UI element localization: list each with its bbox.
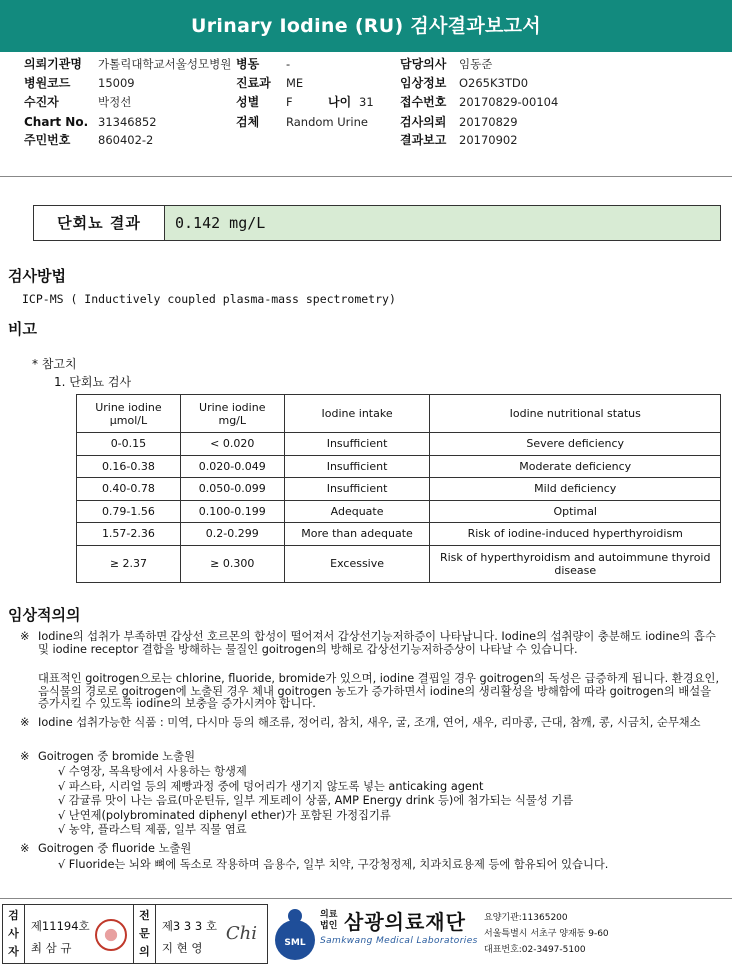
cell: Severe deficiency <box>430 433 721 456</box>
request-value: 20170829 <box>459 115 518 129</box>
header-mgl: Urine iodine mg/L <box>180 395 284 433</box>
examiner-info <box>25 905 134 963</box>
table-row <box>77 455 721 478</box>
request-label: 검사의뢰 <box>400 115 447 129</box>
clinical-para-1 <box>14 631 722 656</box>
specialist-number: 제3 3 3 호 <box>161 919 217 933</box>
cell: Insufficient <box>284 455 430 478</box>
cell: Optimal <box>430 500 721 523</box>
divider <box>0 176 732 177</box>
cell: Mild deficiency <box>430 478 721 501</box>
dept-value: ME <box>286 76 304 90</box>
dept-label: 진료과 <box>236 76 271 90</box>
reference-table <box>76 394 721 583</box>
bromide-list <box>14 766 722 837</box>
result-value: 0.142 mg/L <box>165 206 720 240</box>
remarks-heading: 비고 <box>8 320 37 338</box>
footer-divider <box>0 898 732 899</box>
cell: 0-0.15 <box>77 433 181 456</box>
cell: < 0.020 <box>180 433 284 456</box>
list-item: √ Fluoride는 뇌와 뼈에 독소로 작용하며 음용수, 일부 치약, 구강청정제, 치과치료용제 등에 함유되어 있습니다. <box>58 858 609 871</box>
doctor-value: 임동준 <box>459 57 493 71</box>
svg-text:SML: SML <box>284 938 306 948</box>
specialist-info <box>156 905 267 963</box>
sex-value: F <box>286 95 293 109</box>
footer <box>0 900 732 970</box>
ref-title: * 참고치 <box>32 357 77 371</box>
clinical-text: Goitrogen 중 fluoride 노출원 <box>38 842 192 855</box>
report-title: Urinary Iodine (RU) 검사결과보고서 <box>0 0 732 52</box>
specimen-value: Random Urine <box>286 115 368 129</box>
receipt-value: 20170829-00104 <box>459 95 559 109</box>
ward-label: 병동 <box>236 57 260 71</box>
cell: ≥ 2.37 <box>77 545 181 582</box>
list-item: √ 파스타, 시리얼 등의 제빵과정 중에 덩어리가 생기지 않도록 넣는 anticaking agent <box>58 779 484 793</box>
list-item: √ 수영장, 목욕탕에서 사용하는 항생제 <box>58 765 247 778</box>
signature-icon: Chi <box>225 923 257 944</box>
clinical-para-2 <box>14 673 722 711</box>
signature-box <box>2 904 268 964</box>
chart-value: 31346852 <box>98 115 157 129</box>
method-text: ICP-MS ( Inductively coupled plasma-mass spectrometry) <box>22 292 396 306</box>
cell: 1.57-2.36 <box>77 523 181 546</box>
table-row <box>77 433 721 456</box>
address: 서울특별시 서초구 양재동 9-60 <box>484 929 609 939</box>
sml-logo-icon <box>272 906 318 962</box>
code-value: 15009 <box>98 76 135 90</box>
age-label: 나이 <box>328 95 352 109</box>
table-header-row <box>77 395 721 433</box>
cell: Insufficient <box>284 478 430 501</box>
header-intake: Iodine intake <box>284 395 430 433</box>
specimen-label: 검체 <box>236 115 260 129</box>
clinical-para-4 <box>14 751 722 764</box>
clinical-info-label: 임상정보 <box>400 76 447 90</box>
cell: 0.050-0.099 <box>180 478 284 501</box>
examiner-label: 검 사 자 <box>3 905 25 963</box>
method-heading: 검사방법 <box>8 267 66 285</box>
header-status: Iodine nutritional status <box>430 395 721 433</box>
org-name: 삼광의료재단 <box>344 910 466 934</box>
table-row <box>77 545 721 582</box>
cell: Moderate deficiency <box>430 455 721 478</box>
clinical-heading: 임상적의의 <box>8 606 81 624</box>
cell: 0.100-0.199 <box>180 500 284 523</box>
clinical-text: Iodine 섭취가능한 식품 : 미역, 다시마 등의 해조류, 정어리, 참치, 새우, 굴, 조개, 연어, 새우, 리마콩, 근대, 참깨, 콩, 시금치, 순무채소 <box>38 716 701 729</box>
seal-stamp-icon <box>95 919 127 951</box>
table-row <box>77 523 721 546</box>
code-label: 병원코드 <box>24 76 71 90</box>
examiner-name: 최 삼 규 <box>30 941 72 955</box>
ref-subtitle: 1. 단회뇨 검사 <box>54 375 132 389</box>
cell: Excessive <box>284 545 430 582</box>
clinical-info-value: O265K3TD0 <box>459 76 529 90</box>
table-row <box>77 478 721 501</box>
examiner-number: 제11194호 <box>30 919 90 933</box>
hospital-label: 의뢰기관명 <box>24 57 82 71</box>
list-item: √ 난연제(polybrominated diphenyl ether)가 포함된 가정집기류 <box>58 808 391 822</box>
clinical-text: 대표적인 goitrogen으로는 chlorine, fluoride, bromide가 있으며, iodine 결핍일 경우 goitrogen의 독성은 급증하게 됩니다. 환경요인, 음식물의 경로로 goitrogen에 노출된 경우 체내 goitrogen 농도가 증가하면서 iodine의 생리활성을 방해함에 따라 goitrogen의 배설을 증가시킬 수 있도록 iodine의 보충을 증가시켜야 합니다. <box>38 672 720 710</box>
fluoride-list <box>14 859 722 872</box>
chart-label: Chart No. <box>24 115 89 129</box>
clinical-para-3 <box>14 717 722 730</box>
cell: ≥ 0.300 <box>180 545 284 582</box>
clinical-text: Iodine의 섭취가 부족하면 갑상선 호르몬의 합성이 떨어져서 갑상선기능저하증이 나타납니다. Iodine의 섭취량이 충분해도 iodine의 흡수 및 iodine receptor 결합을 방해하는 물질인 goitrogen의 방해로 갑상선기능저하증상이 나타날 수 있습니다. <box>38 630 716 656</box>
cell: 0.40-0.78 <box>77 478 181 501</box>
cell: 0.16-0.38 <box>77 455 181 478</box>
examinee-value: 박정선 <box>98 95 132 109</box>
clinical-text: Goitrogen 중 bromide 노출원 <box>38 750 195 763</box>
doctor-label: 담당의사 <box>400 57 447 71</box>
phone: 대표번호:02-3497-5100 <box>484 945 586 955</box>
org-type: 의료법인 <box>320 910 338 931</box>
ward-value: - <box>286 57 291 71</box>
report-date-value: 20170902 <box>459 133 518 147</box>
receipt-label: 접수번호 <box>400 95 447 109</box>
table-row <box>77 500 721 523</box>
clinical-para-5 <box>14 843 722 856</box>
contact-info <box>484 910 609 958</box>
institution-code: 요양기관:11365200 <box>484 913 568 923</box>
cell: 0.79-1.56 <box>77 500 181 523</box>
cell: 0.020-0.049 <box>180 455 284 478</box>
id-label: 주민번호 <box>24 133 71 147</box>
specialist-label: 전 문 의 <box>134 905 156 963</box>
cell: Risk of iodine-induced hyperthyroidism <box>430 523 721 546</box>
result-label: 단회뇨 결과 <box>34 206 165 240</box>
examinee-label: 수진자 <box>24 95 59 109</box>
report-date-label: 결과보고 <box>400 133 447 147</box>
sex-label: 성별 <box>236 95 260 109</box>
header-umol: Urine iodine μmol/L <box>77 395 181 433</box>
list-item: √ 농약, 플라스틱 제품, 일부 직물 염료 <box>58 823 247 836</box>
note-symbol: ※ <box>20 630 30 643</box>
cell: More than adequate <box>284 523 430 546</box>
note-symbol: ※ <box>20 842 30 855</box>
hospital-value: 가톨릭대학교서울성모병원 <box>98 57 232 71</box>
cell: 0.2-0.299 <box>180 523 284 546</box>
cell: Adequate <box>284 500 430 523</box>
cell: Risk of hyperthyroidism and autoimmune thyroid disease <box>430 545 721 582</box>
result-box <box>33 205 721 241</box>
age-value: 31 <box>359 95 374 109</box>
list-item: √ 감귤류 맛이 나는 음료(마운틴듀, 일부 게토레이 상품, AMP Energy drink 등)에 첨가되는 식물성 기름 <box>58 794 574 807</box>
org-english-name: Samkwang Medical Laboratories <box>320 936 478 946</box>
note-symbol: ※ <box>20 716 30 729</box>
id-value: 860402-2 <box>98 133 154 147</box>
cell: Insufficient <box>284 433 430 456</box>
specialist-name: 지 현 영 <box>161 941 203 955</box>
note-symbol: ※ <box>20 750 30 763</box>
